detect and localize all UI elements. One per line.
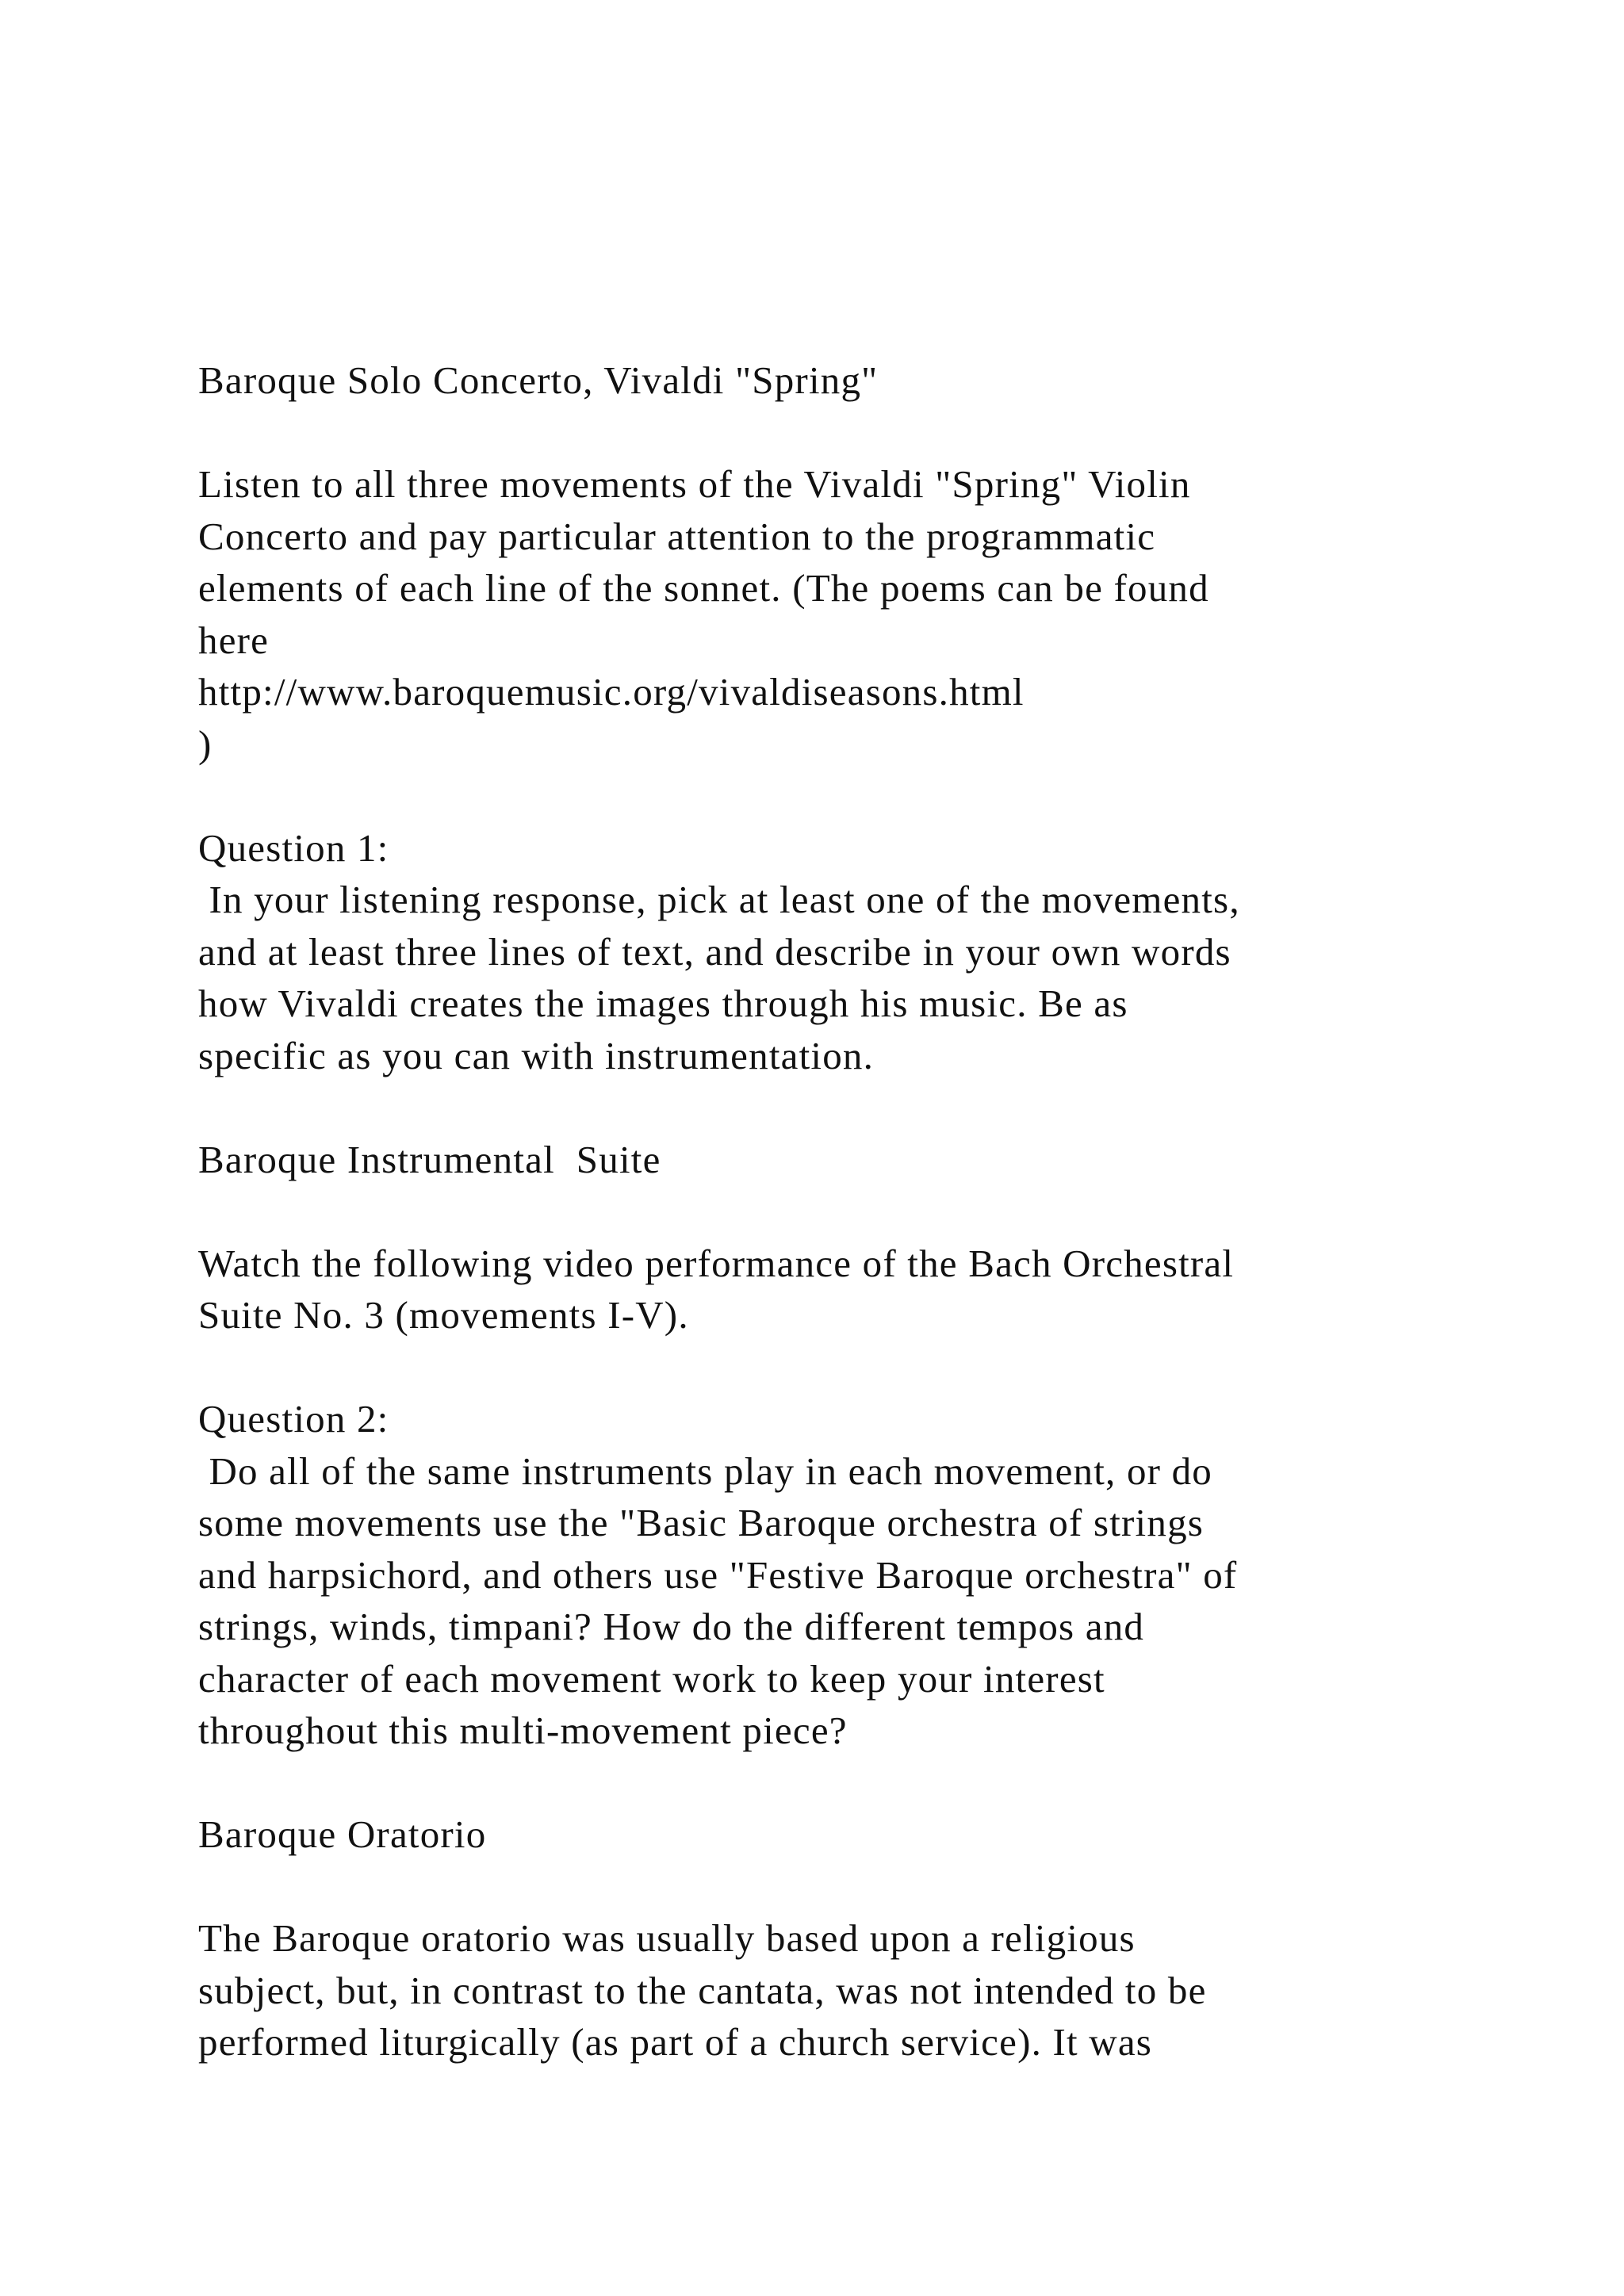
suite-intro-line: Watch the following video performance of the Bach Orchestral xyxy=(198,1241,1235,1285)
question-2-line: and harpsichord, and others use "Festive Baroque orchestra" of xyxy=(198,1552,1238,1597)
intro-line: Concerto and pay particular attention to the programmatic xyxy=(198,514,1156,558)
section-heading-vivaldi: Baroque Solo Concerto, Vivaldi "Spring" xyxy=(198,358,879,402)
blank-line xyxy=(198,1757,1546,1809)
question-1-line: specific as you can with instrumentation. xyxy=(198,1033,875,1077)
oratorio-line: subject, but, in contrast to the cantata, was not intended to be xyxy=(198,1968,1207,2012)
blank-line xyxy=(198,770,1546,822)
intro-line: here xyxy=(198,618,270,662)
section-heading-oratorio: Baroque Oratorio xyxy=(198,1812,487,1856)
question-2-line: throughout this multi-movement piece? xyxy=(198,1709,848,1752)
blank-line xyxy=(198,1861,1546,1913)
intro-line: Listen to all three movements of the Vivaldi "Spring" Violin xyxy=(198,462,1191,506)
suite-intro-line: Suite No. 3 (movements I-V). xyxy=(198,1293,689,1337)
question-1-label: Question 1: xyxy=(198,825,389,870)
document-body xyxy=(198,354,1546,2068)
intro-line: ) xyxy=(198,721,213,766)
blank-line xyxy=(198,407,1546,459)
oratorio-line: The Baroque oratorio was usually based upon a religious xyxy=(198,1916,1136,1960)
question-2-line: character of each movement work to keep your interest xyxy=(198,1656,1105,1701)
question-2-line: some movements use the "Basic Baroque orchestra of strings xyxy=(198,1501,1205,1544)
blank-line xyxy=(198,1341,1546,1394)
question-1-line: and at least three lines of text, and describe in your own words xyxy=(198,929,1231,974)
oratorio-line: performed liturgically (as part of a church service). It was xyxy=(198,2020,1153,2064)
question-2-label: Question 2: xyxy=(198,1397,389,1441)
blank-line xyxy=(198,1081,1546,1134)
question-1-line: In your listening response, pick at least one of the movements, xyxy=(198,878,1240,921)
question-2-line: strings, winds, timpani? How do the different tempos and xyxy=(198,1605,1145,1648)
question-2-line: Do all of the same instruments play in each movement, or do xyxy=(198,1448,1213,1493)
url-text: http://www.baroquemusic.org/vivaldiseasons.html xyxy=(198,670,1025,714)
intro-line: elements of each line of the sonnet. (The poems can be found xyxy=(198,566,1209,610)
question-1-line: how Vivaldi creates the images through his music. Be as xyxy=(198,982,1128,1025)
section-heading-suite: Baroque Instrumental Suite xyxy=(198,1137,661,1181)
blank-line xyxy=(198,1185,1546,1238)
